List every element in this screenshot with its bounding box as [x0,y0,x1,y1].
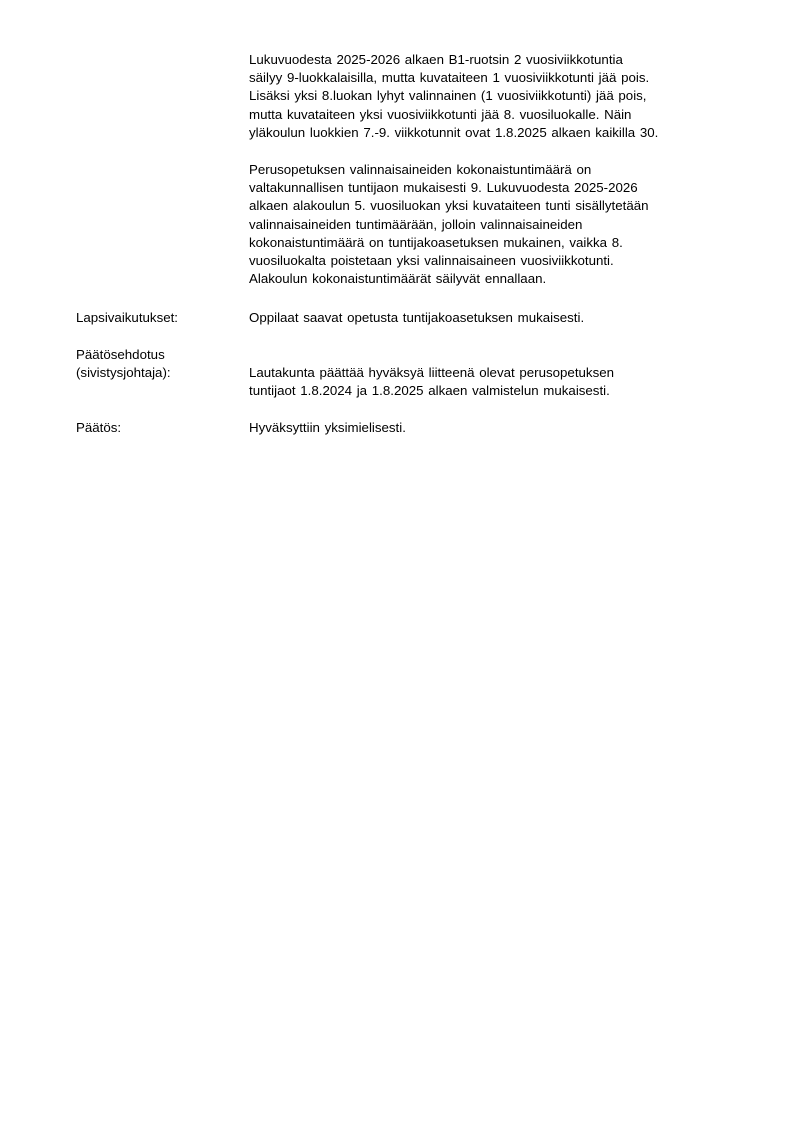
paatosehdotus-text: Lautakunta päättää hyväksyä liitteenä olevat perusopetuksen tuntijaot 1.8.2024 ja 1.8.2025 alkaen valmistelun mukaisesti. [249,365,615,399]
lapsivaikutukset-text: Oppilaat saavat opetusta tuntijakoasetuksen mukaisesti. [249,310,585,325]
paragraph-valinnaisaineet: Perusopetuksen valinnaisaineiden kokonaistuntimäärä on valtakunnallisen tuntijaon mukaisesti 9. Lukuvuodesta 2025-2026 alkaen alakoulun 5. vuosiluokan yksi kuvataiteen tunti sisällytetään valinnaisaineiden tuntimäärään, jolloin valinnaisaineiden kokonaistuntimäärä on tuntijakoasetuksen mukainen, vaikka 8. vuosiluokalta poistetaan yksi valinnaisaineen vuosiviikkotunti. Alakoulun kokonaistuntimäärät säilyvät ennallaan. [249,162,649,287]
paatos-text: Hyväksyttiin yksimielisesti. [249,420,406,435]
paatosehdotus-label: Päätösehdotus (sivistysjohtaja): [76,347,171,381]
paatos-label: Päätös: [76,420,122,435]
paragraph-b1-ruotsi: Lukuvuodesta 2025-2026 alkaen B1-ruotsin 2 vuosiviikkotuntia säilyy 9-luokkalaisilla, mutta kuvataiteen 1 vuosiviikkotunti jää pois. Lisäksi yksi 8.luokan lyhyt valinnainen (1 vuosiviikkotunti) jää pois, mutta kuvataiteen yksi vuosiviikkotunti jää 8. vuosiluokalle. Näin yläkoulun luokkien 7.-9. viikkotunnit ovat 1.8.2025 alkaen kaikilla 30. [249,52,659,140]
lapsivaikutukset-label: Lapsivaikutukset: [76,310,178,325]
